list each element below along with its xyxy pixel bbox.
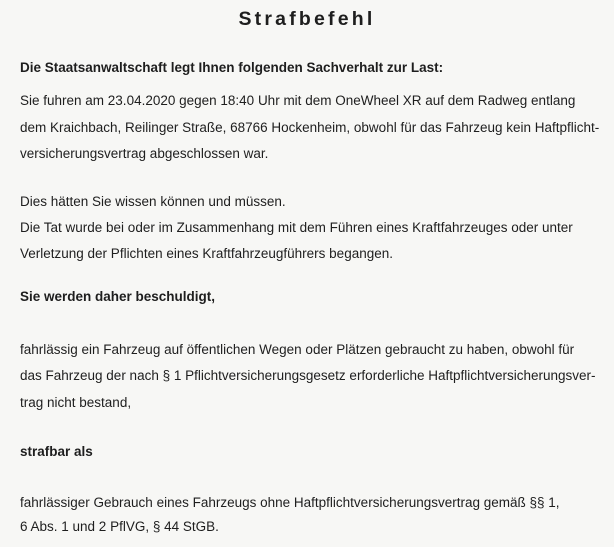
facts-line-1: Sie fuhren am 23.04.2020 gegen 18:40 Uhr mit dem OneWheel XR auf dem Radweg entlang [20,93,576,108]
knowledge-line-1: Dies hätten Sie wissen können und müssen. [20,194,286,209]
accused-heading: Sie werden daher beschuldigt, [20,289,216,304]
accusation-line-2: das Fahrzeug der nach § 1 Pflichtversicherungsgesetz erforderliche Haftpflichtversicherungsver- [20,368,596,383]
facts-line-3: versicherungsvertrag abgeschlossen war. [20,146,269,161]
offense-line-2: 6 Abs. 1 und 2 PflVG, § 44 StGB. [20,519,219,534]
knowledge-line-3: Verletzung der Pflichten eines Kraftfahrzeugführers begangen. [20,246,393,261]
document-title: Strafbefehl [238,8,376,30]
accusation-line-1: fahrlässig ein Fahrzeug auf öffentlichen Wegen oder Plätzen gebraucht zu haben, obwohl für [20,342,575,357]
accusation-line-3: trag nicht bestand, [20,395,132,410]
facts-line-2: dem Kraichbach, Reilinger Straße, 68766 Hockenheim, obwohl für das Fahrzeug kein Haftpflicht- [20,120,600,135]
offense-line-1: fahrlässiger Gebrauch eines Fahrzeugs ohne Haftpflichtversicherungsvertrag gemäß §§ 1, [20,495,560,510]
intro-heading: Die Staatsanwaltschaft legt Ihnen folgenden Sachverhalt zur Last: [20,60,444,75]
punishable-heading: strafbar als [20,444,93,459]
knowledge-line-2: Die Tat wurde bei oder im Zusammenhang mit dem Führen eines Kraftfahrzeuges oder unter [20,220,573,235]
